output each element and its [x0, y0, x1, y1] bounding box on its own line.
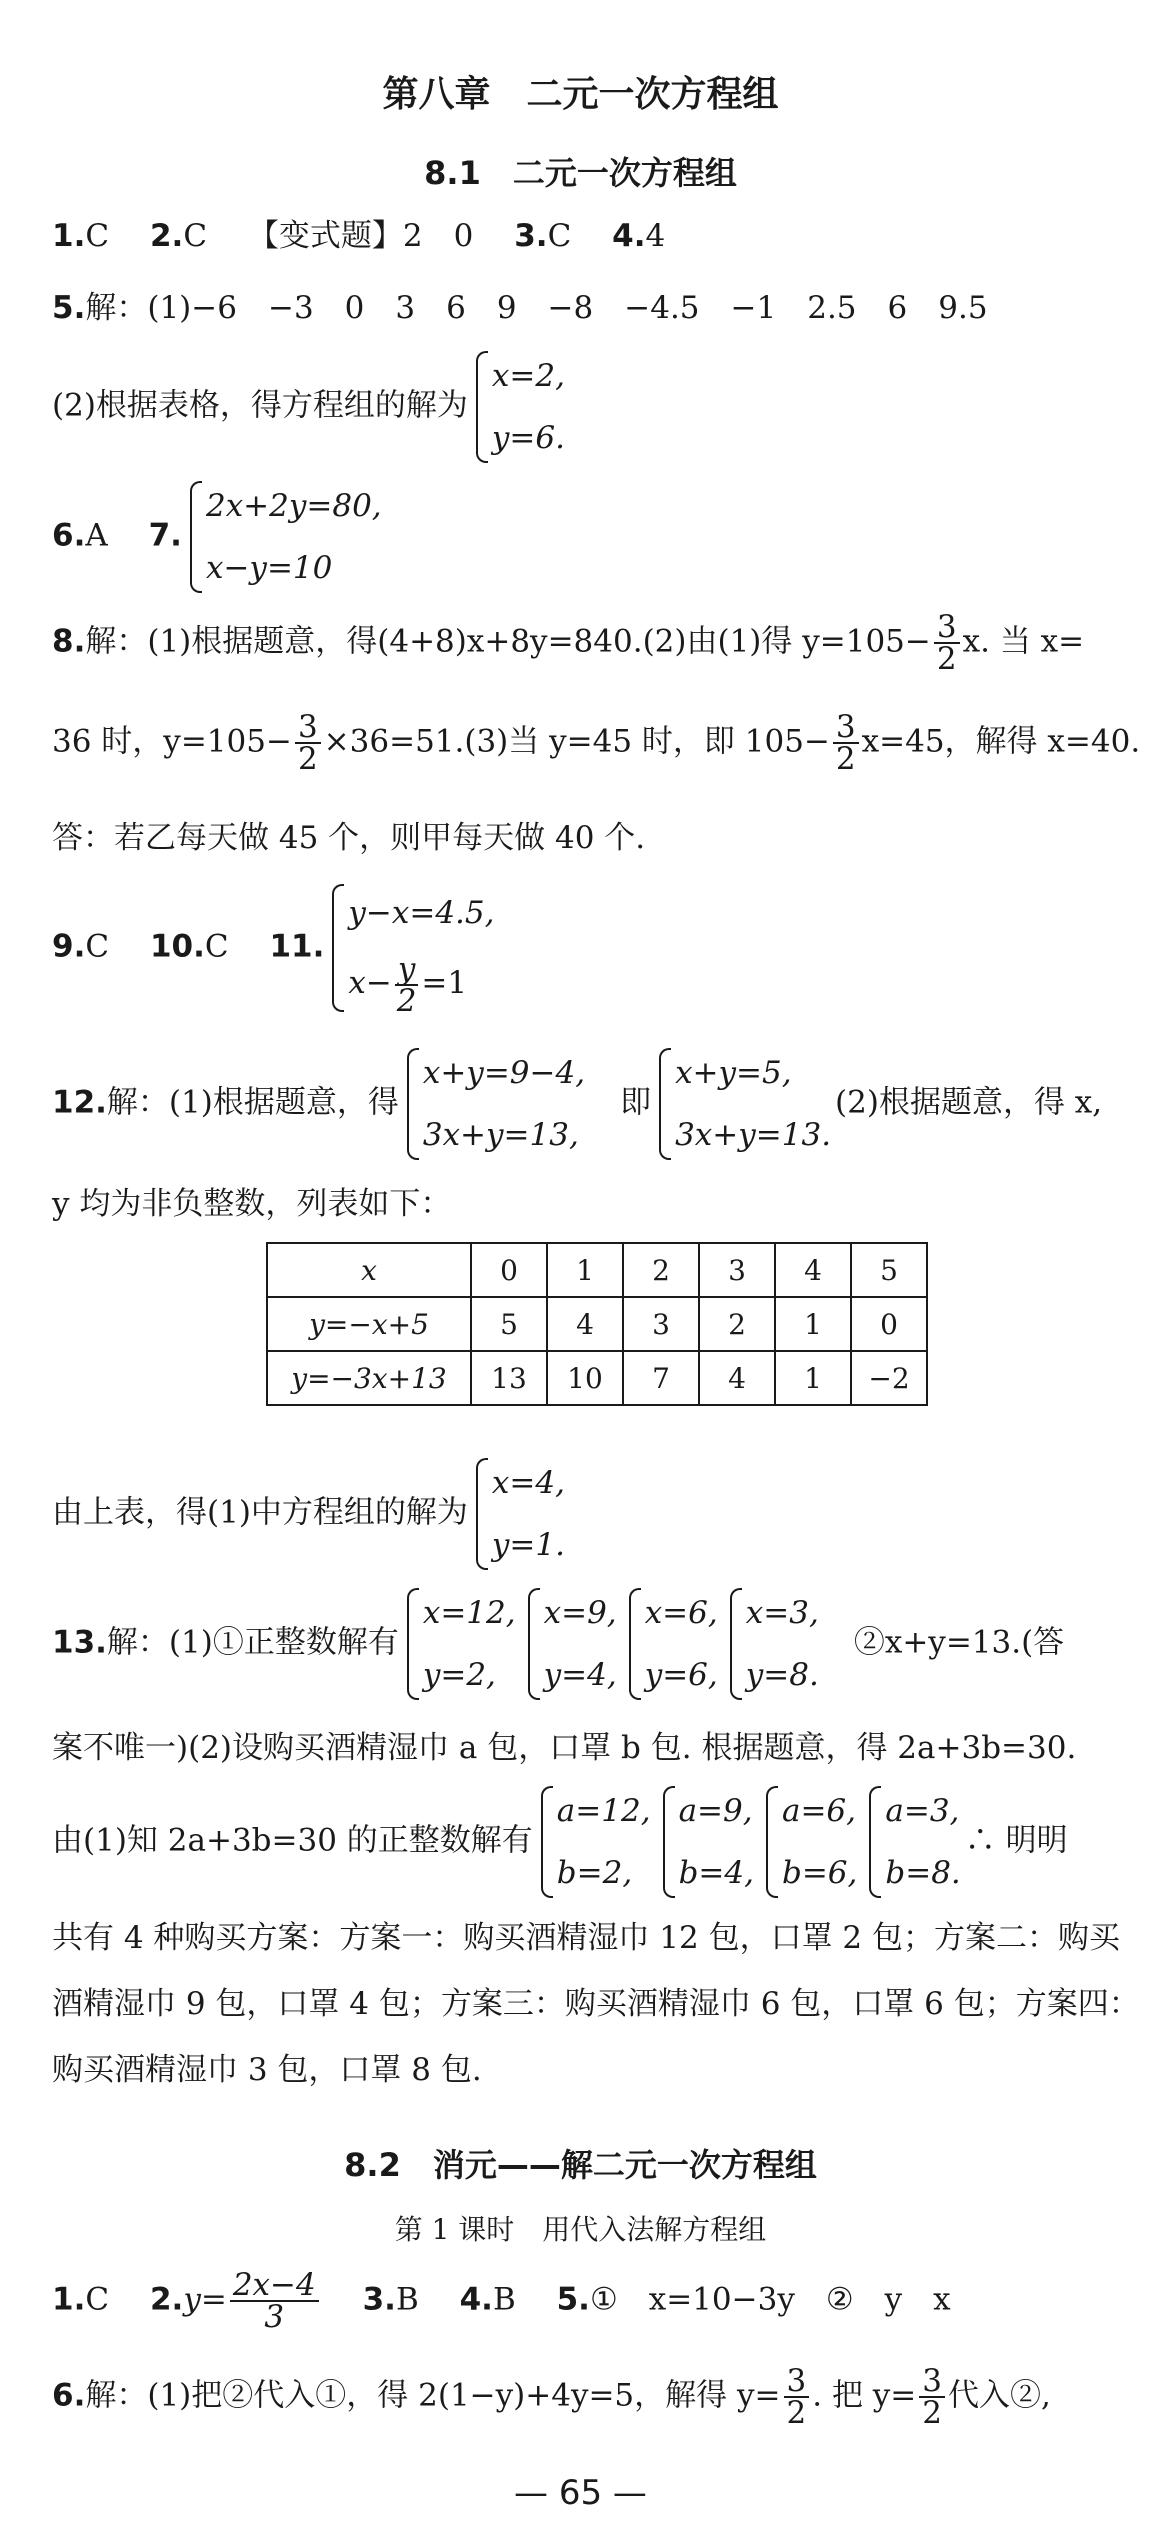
- equation-system: x=4, y=1.: [472, 1452, 565, 1576]
- answer-13-line4: 共有 4 种购买方案：方案一：购买酒精湿巾 12 包，口罩 2 包；方案二：购买: [52, 1920, 1121, 1956]
- section-title-8-1: 8.1 二元一次方程组: [424, 154, 737, 192]
- answer-12-part2: 由上表，得(1)中方程组的解为 x=4, y=1.: [52, 1452, 1121, 1576]
- answers-9-11: 9.C 10.C 11. y−x=4.5, x− $\frac{y}{2}$ =1: [52, 878, 1121, 1018]
- answer-5: 5.解：(1)−6 −3 0 3 6 9 −8 −4.5 −1 2.5 6 9.5: [52, 290, 988, 326]
- answer-13: 13.解：(1)①正整数解有 x=12, y=2, x=9, y=4, x=6, y=6, x=3, y=8. ②x+y=13.(答: [52, 1582, 1121, 1706]
- lesson-subtitle: 第 1 课时 用代入法解方程组: [394, 2213, 767, 2246]
- answer-8-line1: 8.解：(1)根据题意，得(4+8)x+8y=840.(2)由(1)得 y=105− $\frac{3}{2}$ x. 当 x=: [52, 609, 1085, 677]
- equation-system: x+y=9−4, 3x+y=13,: [403, 1042, 585, 1166]
- answer-5-part2: (2)根据表格，得方程组的解为 x=2, y=6.: [52, 345, 1121, 469]
- page-number: — 65 —: [514, 2473, 647, 2513]
- equation-system: x=2, y=6.: [472, 345, 565, 469]
- equation-system: a=3, b=8.: [865, 1780, 960, 1904]
- answers-1-4: 1.C 2.C 【变式题】2 0 3.C 4.4: [52, 218, 666, 254]
- equation-system: x=12, y=2,: [403, 1582, 516, 1706]
- answer-8-line3: 答：若乙每天做 45 个，则甲每天做 40 个.: [52, 820, 646, 856]
- equation-system: x=6, y=6,: [625, 1582, 718, 1706]
- answer-8-line2: 36 时，y=105− $\frac{3}{2}$ ×36=51.(3)当 y=45 时，即 105− $\frac{3}{2}$ x=45，解得 x=40.: [52, 709, 1141, 777]
- answer-13-line3: 由(1)知 2a+3b=30 的正整数解有 a=12, b=2, a=9, b=4, a=6, b=6, a=3, b=8. ∴ 明明: [52, 1780, 1121, 1904]
- fraction: $\frac{y}{2}$: [396, 950, 417, 1019]
- fraction: $\frac{3}{2}$: [934, 612, 960, 674]
- section-title-8-2: 8.2 消元——解二元一次方程组: [344, 2146, 817, 2184]
- fraction: $\frac{3}{2}$: [295, 712, 321, 774]
- equation-system: a=6, b=6,: [762, 1780, 857, 1904]
- s2-answer-6: 6.解：(1)把②代入①，得 2(1−y)+4y=5，解得 y= $\frac{3}{2}$ . 把 y= $\frac{3}{2}$ 代入②,: [52, 2363, 1051, 2431]
- fraction: $\frac{3}{2}$: [784, 2366, 810, 2428]
- equation-system: x+y=5, 3x+y=13.: [655, 1042, 831, 1166]
- equation-system: y−x=4.5, x− $\frac{y}{2}$ =1: [328, 878, 494, 1018]
- fraction: $\frac{3}{2}$: [919, 2366, 945, 2428]
- equation-system: x=3, y=8.: [726, 1582, 819, 1706]
- answer-13-line6: 购买酒精湿巾 3 包，口罩 8 包.: [52, 2052, 482, 2088]
- value-table: [266, 1242, 928, 1406]
- equation-system: x=9, y=4,: [524, 1582, 617, 1706]
- table-row: y=−3x+13 13 10 7 4 1 −2: [267, 1351, 927, 1405]
- answer-12: 12.解：(1)根据题意，得 x+y=9−4, 3x+y=13, 即 x+y=5, 3x+y=13. (2)根据题意，得 x,: [52, 1042, 1121, 1166]
- table-row: y=−x+5 5 4 3 2 1 0: [267, 1297, 927, 1351]
- answer-13-line2: 案不唯一)(2)设购买酒精湿巾 a 包，口罩 b 包. 根据题意，得 2a+3b=30.: [52, 1730, 1077, 1766]
- answer-13-line5: 酒精湿巾 9 包，口罩 4 包；方案三：购买酒精湿巾 6 包，口罩 6 包；方案四：: [52, 1986, 1140, 2022]
- answer-12-line2: y 均为非负整数，列表如下：: [52, 1186, 452, 1222]
- fraction: $\frac{2x-4}{3}$: [230, 2270, 319, 2332]
- chapter-title: 第八章 二元一次方程组: [382, 74, 779, 115]
- equation-system: a=9, b=4,: [659, 1780, 754, 1904]
- fraction: $\frac{3}{2}$: [833, 712, 859, 774]
- s2-answers-1-5: 1.C 2.y= $\frac{2x-4}{3}$ 3.B 4.B 5.① x=10−3y ② y x: [52, 2267, 951, 2335]
- answers-6-7: 6.A 7. 2x+2y=80, x−y=10: [52, 475, 1121, 599]
- equation-system: a=12, b=2,: [537, 1780, 651, 1904]
- equation-system: 2x+2y=80, x−y=10: [186, 475, 382, 599]
- table-header-row: x 0 1 2 3 4 5: [267, 1243, 927, 1297]
